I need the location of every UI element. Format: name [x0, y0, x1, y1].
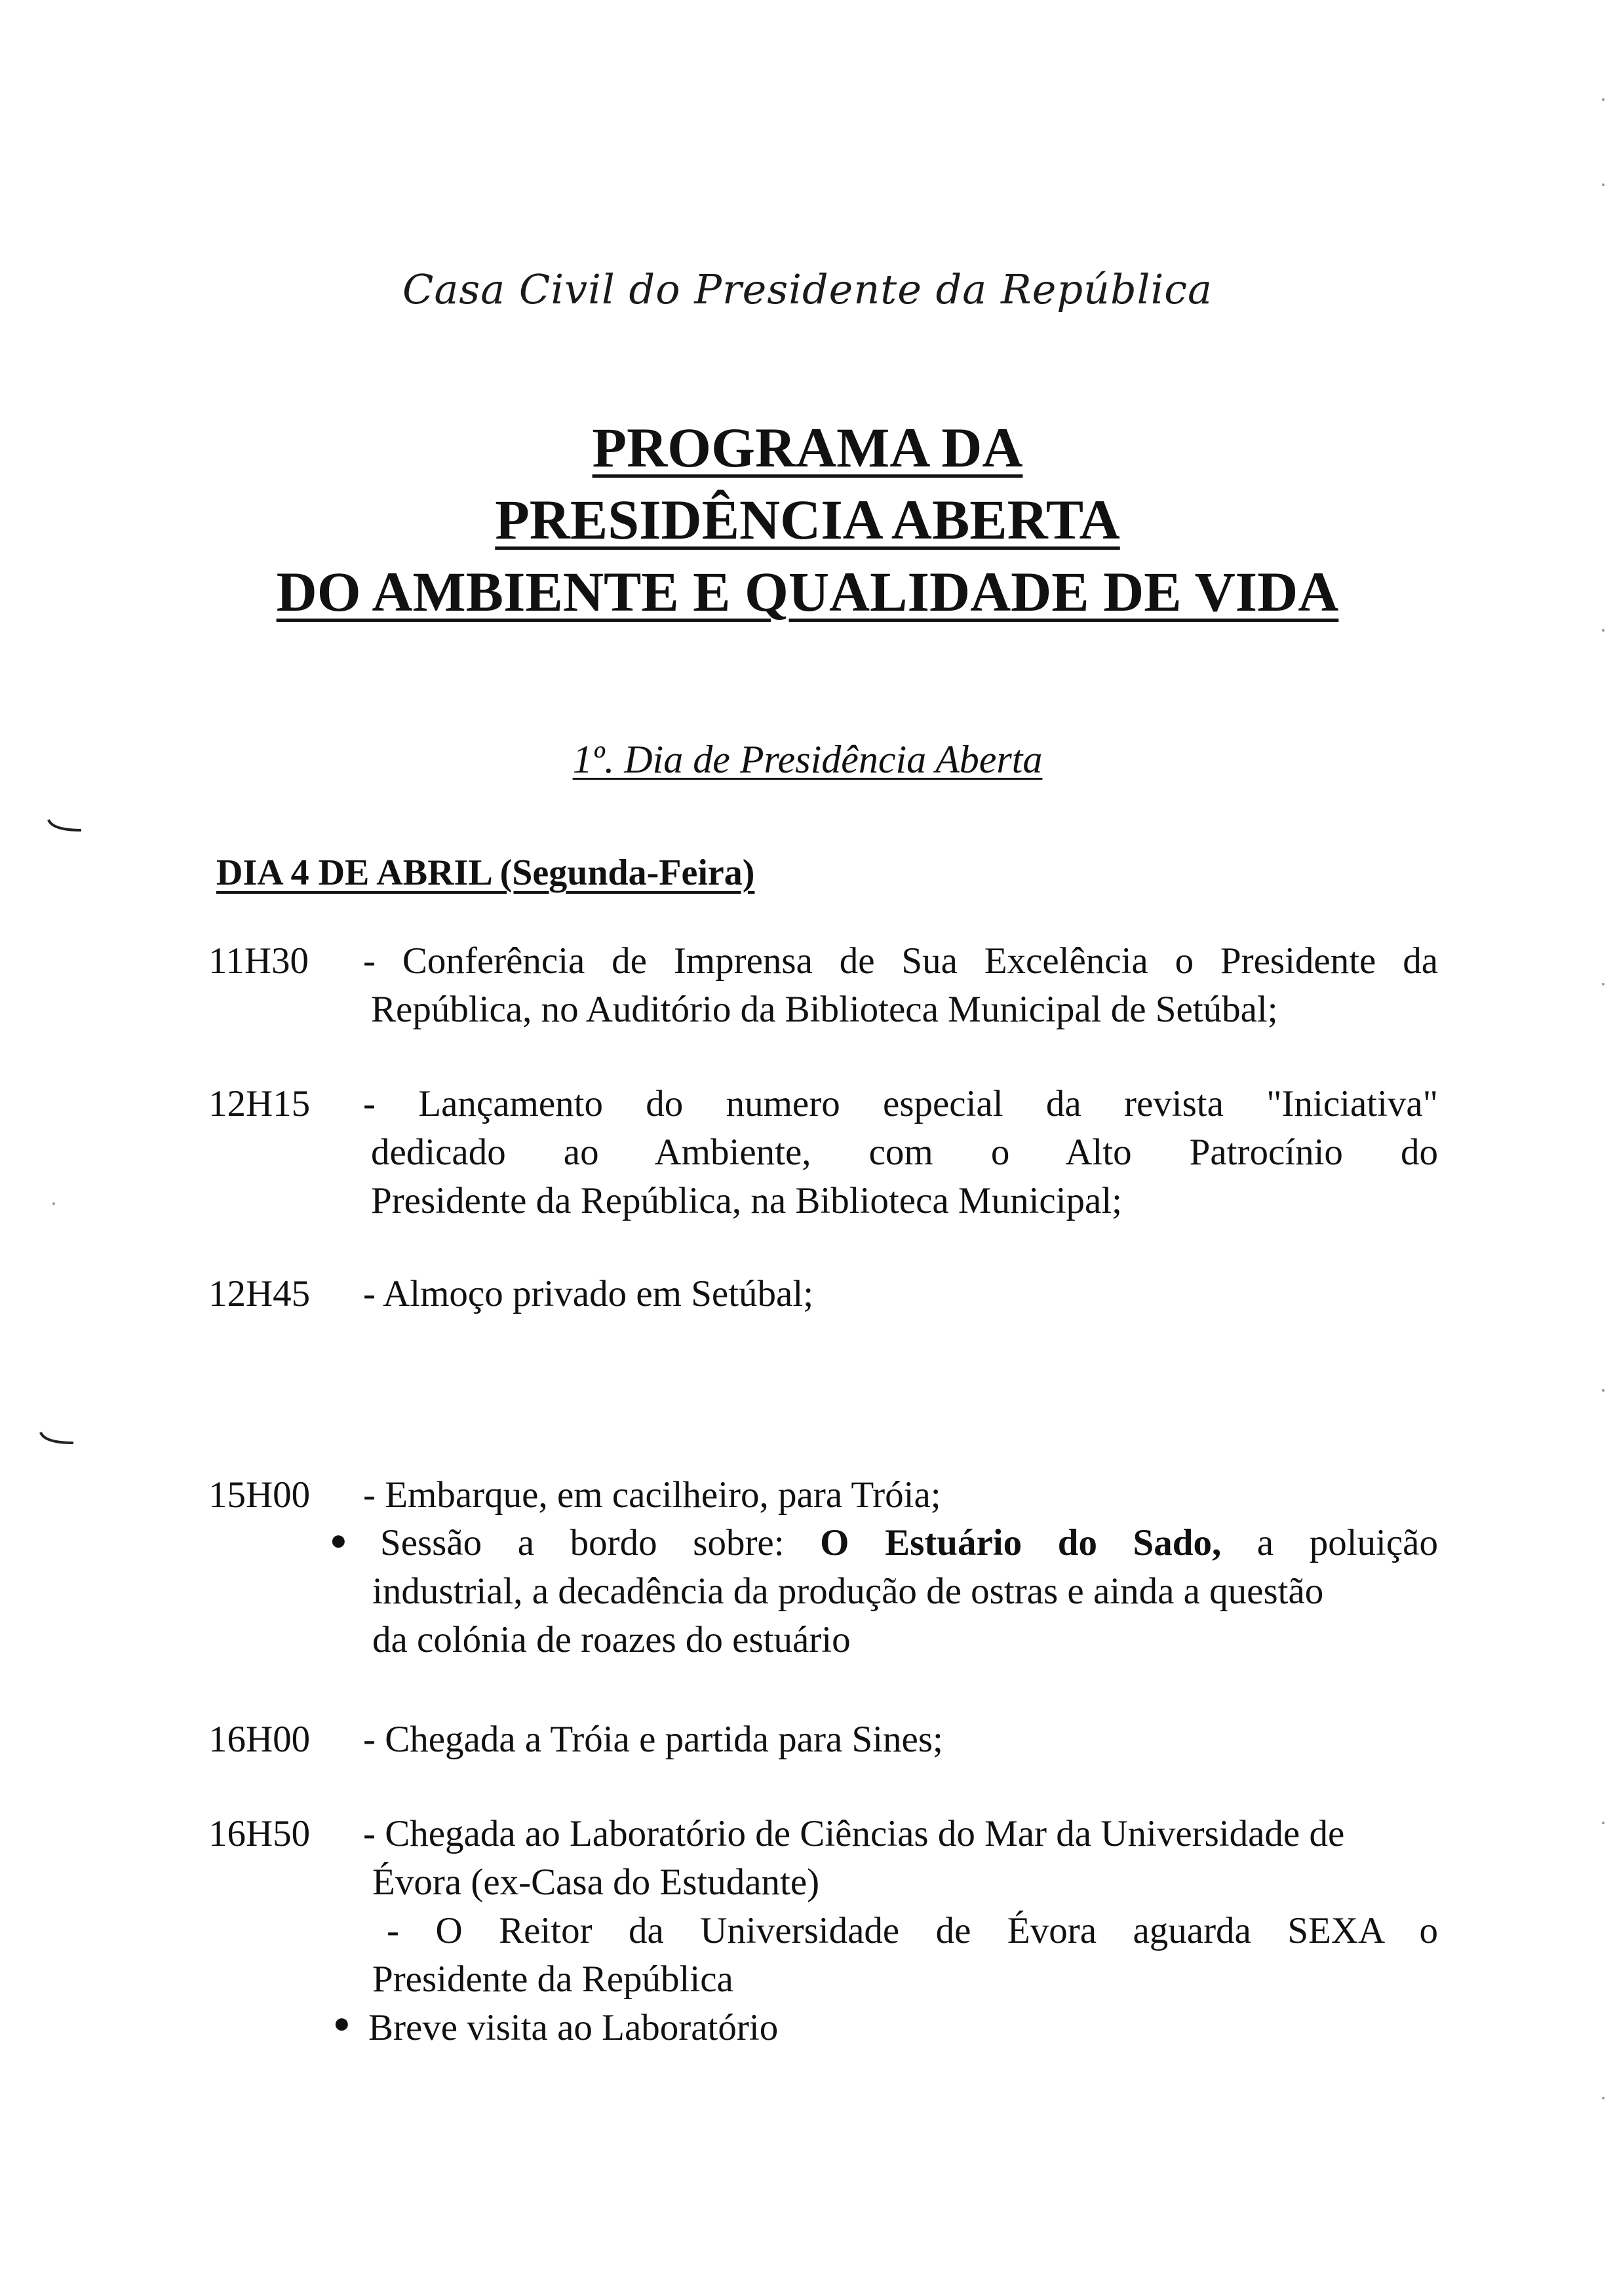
- entry-text-line: - Lançamento do numero especial da revista "Iniciativa": [363, 1083, 1438, 1124]
- entry-text-line: dedicado ao Ambiente, com o Alto Patrocínio do: [371, 1132, 1438, 1173]
- bullet-dot: ●: [330, 1524, 347, 1556]
- entry-text-line: - Chegada a Tróia e partida para Sines;: [363, 1719, 943, 1760]
- entry-time: 16H00: [208, 1719, 311, 1760]
- day-heading: 1º. Dia de Presidência Aberta: [572, 738, 1043, 781]
- entry-text-line: República, no Auditório da Biblioteca Municipal de Setúbal;: [371, 989, 1278, 1030]
- entry-time: 12H15: [208, 1083, 311, 1124]
- scan-dot: [1602, 629, 1605, 632]
- date-heading: DIA 4 DE ABRIL (Segunda-Feira): [216, 852, 755, 893]
- entry-text-line: - Almoço privado em Setúbal;: [363, 1273, 814, 1314]
- scan-dot: [1602, 983, 1605, 985]
- entry-time: 16H50: [208, 1813, 311, 1854]
- entry-text-line: - Embarque, em cacilheiro, para Tróia;: [363, 1474, 941, 1516]
- margin-tick-mark: [38, 1428, 77, 1448]
- entry-text-line: - Chegada ao Laboratório de Ciências do Mar da Universidade de: [363, 1813, 1345, 1854]
- scan-dot: [1602, 1389, 1605, 1392]
- scan-dot: [1602, 1822, 1605, 1824]
- margin-tick-mark: [46, 816, 85, 835]
- title-line-3: DO AMBIENTE E QUALIDADE DE VIDA: [276, 560, 1339, 623]
- sub-text-line: Presidente da República: [372, 1959, 733, 2000]
- scan-dot: [1602, 183, 1605, 186]
- bullet-text-line: da colónia de roazes do estuário: [372, 1619, 851, 1660]
- entry-text-line: Évora (ex-Casa do Estudante): [372, 1862, 820, 1903]
- bullet-dot: ●: [333, 2007, 351, 2039]
- title-line-2: PRESIDÊNCIA ABERTA: [495, 488, 1120, 551]
- scan-dot: [1602, 2097, 1605, 2099]
- bullet-text-line: Sessão a bordo sobre: O Estuário do Sado, a poluição: [380, 1522, 1438, 1563]
- entry-text-line: - Conferência de Imprensa de Sua Excelência o Presidente da: [363, 940, 1438, 982]
- scan-dot: [1602, 98, 1605, 101]
- bullet-text-line: Breve visita ao Laboratório: [368, 2007, 779, 2048]
- entry-time: 12H45: [208, 1273, 311, 1314]
- letterhead: Casa Civil do Presidente da República: [402, 265, 1213, 313]
- scan-dot: [52, 1202, 55, 1205]
- bullet-text-line: industrial, a decadência da produção de ostras e ainda a questão: [372, 1571, 1324, 1612]
- sub-text-line: - O Reitor da Universidade de Évora aguarda SEXA o: [387, 1910, 1438, 1951]
- entry-time: 11H30: [208, 940, 309, 982]
- entry-text-line: Presidente da República, na Biblioteca Municipal;: [371, 1180, 1123, 1221]
- title-line-1: PROGRAMA DA: [592, 416, 1023, 479]
- entry-time: 15H00: [208, 1474, 311, 1516]
